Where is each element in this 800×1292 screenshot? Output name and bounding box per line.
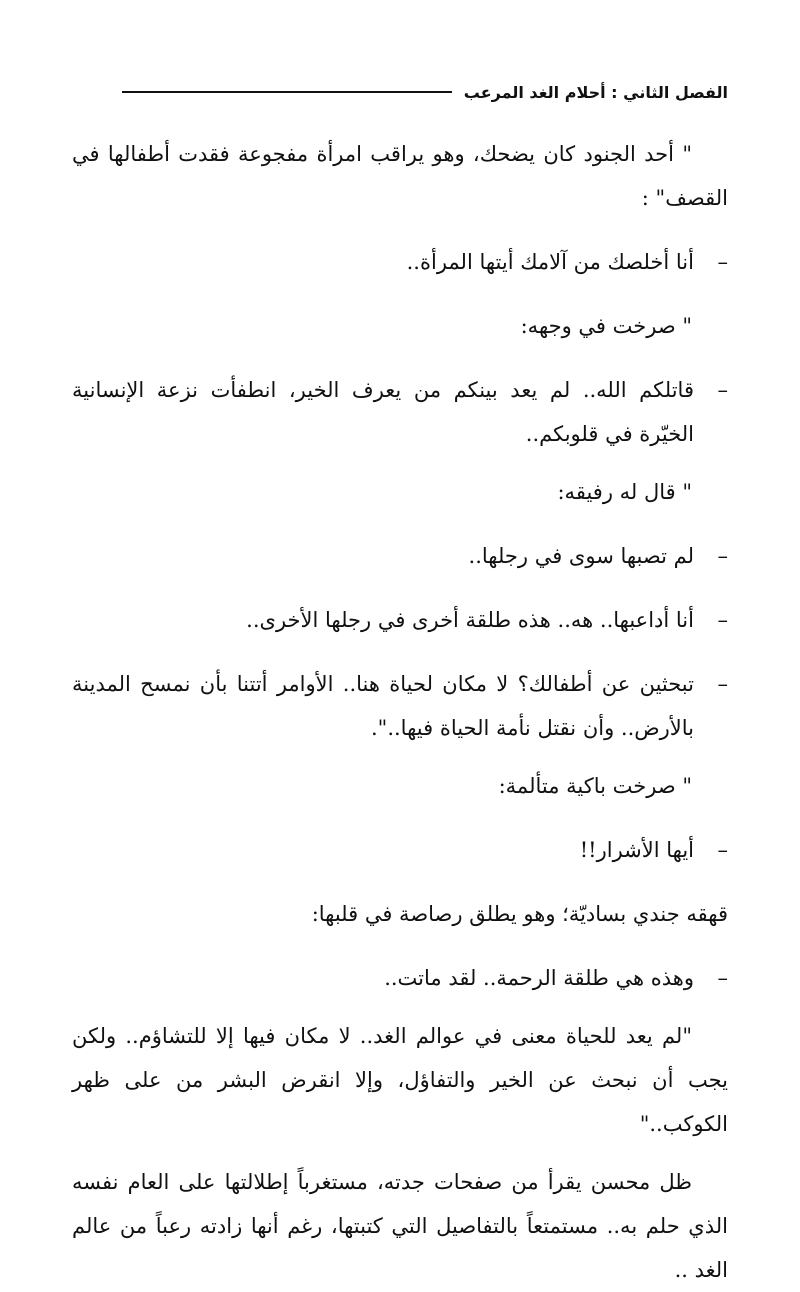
dialogue-text: أيها الأشرار!! (579, 838, 694, 862)
dialogue-dash: – (717, 544, 728, 568)
dialogue-text: قاتلكم الله.. لم يعد بينكم من يعرف الخير، انطفأت نزعة الإنسانية الخيّرة في قلوبكم.. (72, 378, 694, 446)
paragraph-closing: ظل محسن يقرأ من صفحات جدته، مستغرباً إطلالتها على العام نفسه الذي حلم به.. مستمتعاً بالتفاصيل التي كتبتها، رغم أنها زادته رعباً من عالم الغد .. (72, 1170, 728, 1282)
dialogue-dash: – (717, 672, 728, 696)
dialogue-dash: – (717, 378, 728, 402)
dialogue-text: أنا أداعبها.. هه.. هذه طلقة أخرى في رجلها الأخرى.. (246, 608, 694, 632)
dialogue-dash: – (717, 966, 728, 990)
paragraph-narration: " صرخت باكية متألمة: (498, 774, 692, 798)
dialogue-line (72, 662, 728, 750)
paragraph-intro: " أحد الجنود كان يضحك، وهو يراقب امرأة مفجوعة فقدت أطفالها في القصف" : (72, 142, 728, 210)
dialogue-line (72, 828, 728, 872)
dialogue-line (72, 598, 728, 642)
dialogue-line (72, 368, 728, 456)
dialogue-line (72, 534, 728, 578)
paragraph-narration: قهقه جندي بساديّة؛ وهو يطلق رصاصة في قلبها: (311, 902, 728, 926)
header-rule (122, 91, 452, 93)
paragraph-quote: "لم يعد للحياة معنى في عوالم الغد.. لا مكان فيها إلا للتشاؤم.. ولكن يجب أن نبحث عن الخير والتفاؤل، وإلا انقرض البشر من على ظهر الكوكب.." (72, 1024, 728, 1136)
dialogue-text: أنا أخلصك من آلامك أيتها المرأة.. (406, 250, 694, 274)
dialogue-dash: – (717, 608, 728, 632)
dialogue-text: لم تصبها سوى في رجلها.. (468, 544, 694, 568)
dialogue-dash: – (717, 250, 728, 274)
chapter-header (72, 80, 728, 104)
page-body (72, 132, 728, 1292)
dialogue-text: تبحثين عن أطفالك؟ لا مكان لحياة هنا.. الأوامر أتتنا بأن نمسح المدينة بالأرض.. وأن نقتل نأمة الحياة فيها..". (72, 672, 694, 740)
dialogue-line (72, 240, 728, 284)
paragraph-narration: " صرخت في وجهه: (520, 314, 692, 338)
chapter-title: الفصل الثاني : أحلام الغد المرعب (463, 82, 728, 102)
paragraph-narration: " قال له رفيقه: (557, 480, 692, 504)
dialogue-dash: – (717, 838, 728, 862)
dialogue-line (72, 956, 728, 1000)
dialogue-text: وهذه هي طلقة الرحمة.. لقد ماتت.. (384, 966, 694, 990)
